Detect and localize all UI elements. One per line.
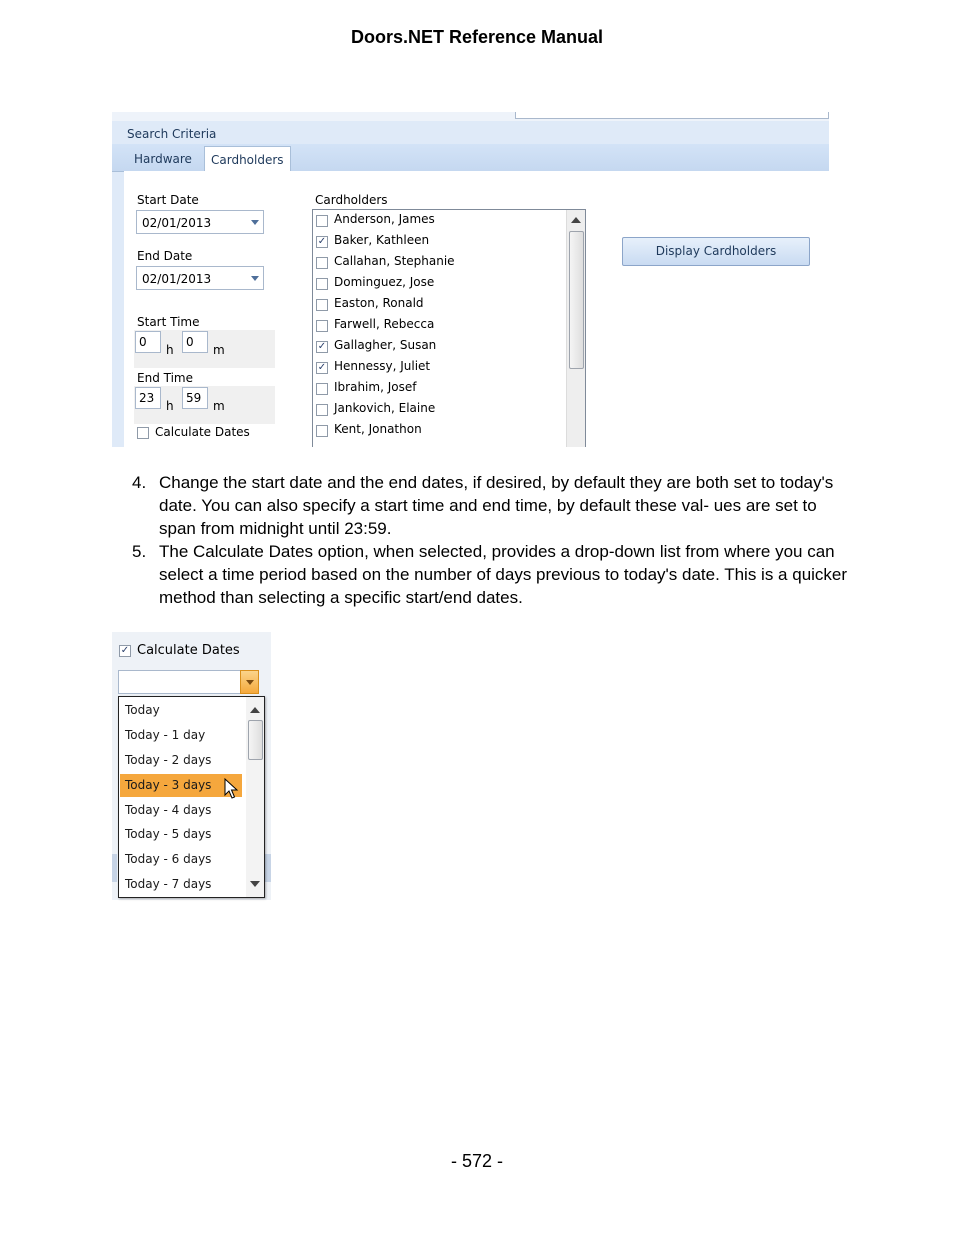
calculate-dates-screenshot <box>112 632 271 902</box>
item-checkbox[interactable] <box>316 299 328 311</box>
scroll-thumb[interactable] <box>248 720 263 760</box>
item-checkbox[interactable] <box>316 425 328 437</box>
start-date-label: Start Date <box>137 193 199 207</box>
chevron-down-icon <box>246 680 254 685</box>
checkmark-icon[interactable]: ✓ <box>317 362 327 373</box>
tab-cardholders[interactable]: Cardholders <box>204 146 291 173</box>
step-text: Change the start date and the end dates, if desired, by default they are both set to today's date. You can also specify a start time and end time, by default these val- ues are set to span from midnight until 23:59. <box>159 473 834 538</box>
item-name: Kent, Jonathon <box>334 422 422 436</box>
checkmark-icon[interactable]: ✓ <box>120 645 130 656</box>
scroll-down-icon[interactable] <box>250 881 260 887</box>
start-time-label: Start Time <box>137 315 200 329</box>
cardholders-list[interactable] <box>312 209 586 447</box>
calculate-dates-label: Calculate Dates <box>137 643 240 658</box>
end-time-label: End Time <box>137 371 193 385</box>
start-hour-input[interactable]: 0 <box>135 331 161 353</box>
start-hour-unit: h <box>166 343 174 357</box>
end-minute-unit: m <box>213 399 225 413</box>
scroll-thumb[interactable] <box>569 231 584 369</box>
search-criteria-screenshot <box>112 112 829 447</box>
item-name: Farwell, Rebecca <box>334 317 435 331</box>
item-name: Baker, Kathleen <box>334 233 430 247</box>
dropdown-option[interactable]: Today - 4 days <box>125 803 212 817</box>
display-cardholders-button[interactable]: Display Cardholders <box>622 237 810 266</box>
item-name: Easton, Ronald <box>334 296 424 310</box>
step-number: 5. <box>132 542 147 561</box>
item-checkbox[interactable] <box>316 383 328 395</box>
step-number: 4. <box>132 473 147 492</box>
background-edge <box>112 854 117 882</box>
start-minute-unit: m <box>213 343 225 357</box>
cardholders-label: Cardholders <box>315 193 388 207</box>
top-strip <box>112 112 829 121</box>
dropdown-option-selected[interactable]: Today - 3 days <box>120 774 242 797</box>
step-text: The Calculate Dates option, when selected, provides a drop-down list from where you can select a time period based on the number of days previous to today's date. This is a quicker method than selecting a specific start/end dates. <box>159 542 848 607</box>
item-checkbox[interactable] <box>316 404 328 416</box>
dropdown-scrollbar[interactable] <box>246 697 264 897</box>
step-5 <box>132 540 852 609</box>
scroll-up-icon[interactable] <box>250 707 260 713</box>
cropped-dropdown <box>515 112 829 119</box>
mouse-pointer-icon <box>224 778 240 800</box>
item-checkbox[interactable] <box>316 278 328 290</box>
chevron-down-icon[interactable] <box>251 220 259 225</box>
dropdown-button[interactable] <box>240 670 259 694</box>
page-number: - 572 - <box>450 1151 504 1171</box>
list-scrollbar[interactable] <box>566 210 585 447</box>
start-date-value: 02/01/2013 <box>142 216 212 230</box>
checkmark-icon[interactable]: ✓ <box>317 341 327 352</box>
calculate-dates-label: Calculate Dates <box>155 425 250 439</box>
start-minute-input[interactable]: 0 <box>182 331 208 353</box>
end-date-label: End Date <box>137 249 193 263</box>
dropdown-option[interactable]: Today - 7 days <box>125 877 212 891</box>
end-date-value: 02/01/2013 <box>142 272 212 286</box>
end-date-combo[interactable] <box>136 266 264 290</box>
item-checkbox[interactable] <box>316 320 328 332</box>
document-title: Doors.NET Reference Manual <box>350 27 604 47</box>
item-checkbox[interactable] <box>316 215 328 227</box>
end-minute-input[interactable]: 59 <box>182 387 208 409</box>
start-date-combo[interactable] <box>136 210 264 234</box>
item-name: Gallagher, Susan <box>334 338 437 352</box>
chevron-down-icon[interactable] <box>251 276 259 281</box>
step-4 <box>132 471 852 540</box>
scroll-up-icon[interactable] <box>571 217 581 223</box>
calculate-dates-checkbox[interactable] <box>137 427 149 439</box>
item-name: Hennessy, Juliet <box>334 359 431 373</box>
end-hour-input[interactable]: 23 <box>135 387 161 409</box>
item-name: Ibrahim, Josef <box>334 380 417 394</box>
dropdown-option[interactable]: Today - 2 days <box>125 753 212 767</box>
item-name: Jankovich, Elaine <box>334 401 436 415</box>
end-hour-unit: h <box>166 399 174 413</box>
dropdown-option[interactable]: Today - 1 day <box>125 728 206 742</box>
checkmark-icon[interactable]: ✓ <box>317 236 327 247</box>
item-name: Anderson, James <box>334 212 435 226</box>
tab-hardware[interactable]: Hardware <box>134 152 192 166</box>
dropdown-option[interactable]: Today - 6 days <box>125 852 212 866</box>
item-name: Callahan, Stephanie <box>334 254 455 268</box>
dropdown-option[interactable]: Today <box>125 703 160 717</box>
calculate-dates-combo[interactable] <box>118 670 259 694</box>
item-name: Dominguez, Jose <box>334 275 435 289</box>
search-criteria-title: Search Criteria <box>127 127 217 141</box>
dropdown-option[interactable]: Today - 5 days <box>125 827 212 841</box>
item-checkbox[interactable] <box>316 257 328 269</box>
instruction-list <box>132 471 852 609</box>
period-dropdown-list[interactable] <box>118 696 265 898</box>
